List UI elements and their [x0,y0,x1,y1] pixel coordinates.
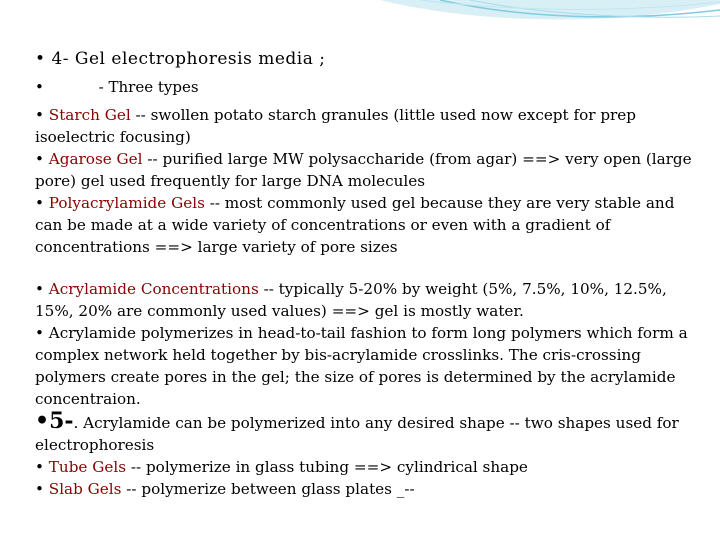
description: Acrylamide polymerizes in head-to-tail fashion to form long polymers which form a complex network held together by bis-acrylamide crosslinks. The cris-crossing polymers create pores in the gel; the size of pores is determined by the acrylamide concentraion. [35,324,688,408]
bullet: • [35,408,50,434]
term: Tube Gels [48,458,127,476]
term: Slab Gels [48,480,122,498]
bullet: • [35,458,44,476]
section-title: Gel electrophoresis media ; [74,49,326,69]
bullet: • [35,78,44,96]
list-item-tube-gels [35,456,705,478]
subheading [35,76,705,98]
slide-content [35,48,705,500]
section-heading-5 [35,410,705,456]
list-item-polymerization [35,322,705,410]
bullet: • [35,324,44,342]
term: Polyacrylamide Gels [48,194,205,212]
spacer [35,258,705,278]
term: Agarose Gel [48,150,143,168]
bullet: • [35,194,44,212]
section-number: 5- [49,408,74,434]
list-item-acrylamide-concentrations [35,278,705,322]
description: -- polymerize between glass plates _-- [121,480,415,498]
bullet: • [35,49,46,69]
list-item-agarose-gel [35,148,705,192]
bullet: • [35,480,44,498]
description: -- swollen potato starch granules (little used now except for prep isoelectric focusing) [35,106,637,146]
section-text: . Acrylamide can be polymerized into any desired shape -- two shapes used for electrophoresis [35,414,679,454]
term: Acrylamide Concentrations [48,280,259,298]
description: -- most commonly used gel because they are very stable and can be made at a wide variety of concentrations or even with a gradient of concentrations ==> large variety of pore sizes [35,194,675,256]
section-heading-4 [35,48,705,70]
list-item-starch-gel [35,104,705,148]
bullet: • [35,280,44,298]
subheading-text: - Three types [98,78,199,96]
description: -- purified large MW polysaccharide (from agar) ==> very open (large pore) gel used frequently for large DNA molecules [35,150,692,190]
description: -- polymerize in glass tubing ==> cylindrical shape [126,458,528,476]
description: -- typically 5-20% by weight (5%, 7.5%, 10%, 12.5%, 15%, 20% are commonly used values) ==> gel is mostly water. [35,280,667,320]
list-item-slab-gels [35,478,705,500]
list-item-polyacrylamide-gels [35,192,705,258]
bullet: • [35,106,44,124]
term: Starch Gel [48,106,131,124]
section-number: 4- [51,49,69,69]
bullet: • [35,150,44,168]
